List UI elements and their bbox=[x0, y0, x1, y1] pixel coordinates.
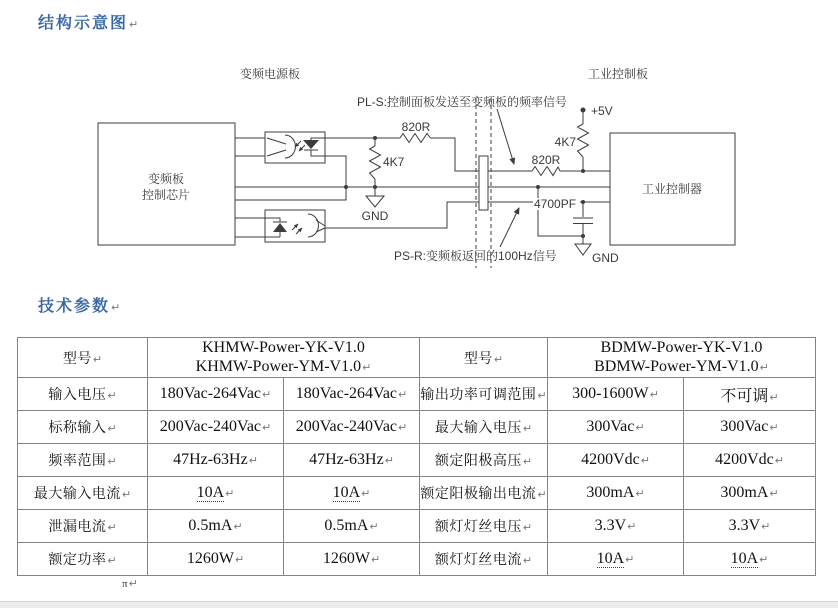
param-label-cell: 额定阳极输出电流↵ bbox=[420, 477, 548, 510]
param-label-cell: 额灯灯丝电流↵ bbox=[420, 543, 548, 576]
pl-s-note: PL-S:控制面板发送至变频板的频率信号 bbox=[357, 95, 568, 109]
resistor-820r-right-label: 820R bbox=[531, 153, 561, 167]
param-value-cell: 300Vac↵ bbox=[684, 411, 816, 444]
param-value-cell: 0.5mA↵ bbox=[284, 510, 420, 543]
param-value-cell: 10A↵ bbox=[684, 543, 816, 576]
param-value-cell: 200Vac-240Vac↵ bbox=[148, 411, 284, 444]
vcc-5v-label: +5V bbox=[591, 104, 613, 118]
ground-symbol-left bbox=[366, 196, 384, 207]
connector-symbol bbox=[479, 156, 488, 210]
param-value-cell: 1260W↵ bbox=[148, 543, 284, 576]
param-label-cell: 泄漏电流↵ bbox=[18, 510, 148, 543]
param-value-cell: 300mA↵ bbox=[548, 477, 684, 510]
param-value-cell: 0.5mA↵ bbox=[148, 510, 284, 543]
model-values-cell-right bbox=[548, 338, 816, 378]
param-value-cell: 3.3V↵ bbox=[548, 510, 684, 543]
stray-character: π↵ bbox=[122, 577, 138, 590]
table-header-row bbox=[18, 338, 816, 378]
gnd-left-label: GND bbox=[361, 209, 389, 223]
param-value-cell: 180Vac-264Vac↵ bbox=[148, 378, 284, 411]
ps-r-note: PS-R:变频板返回的100Hz信号 bbox=[394, 249, 557, 263]
param-label-cell: 标称输入↵ bbox=[18, 411, 148, 444]
param-label-cell: 额定阳极高压↵ bbox=[420, 444, 548, 477]
param-value-cell: 300Vac↵ bbox=[548, 411, 684, 444]
model-values-cell-left bbox=[148, 338, 420, 378]
resistor-820r-left-label: 820R bbox=[401, 120, 431, 134]
param-value-cell: 3.3V↵ bbox=[684, 510, 816, 543]
table-row bbox=[18, 477, 816, 510]
left-board-title: 变频电源板 bbox=[239, 67, 301, 81]
resistor-4k7-left-label: 4K7 bbox=[383, 155, 405, 169]
section-title-structure: 结构示意图↵ bbox=[38, 15, 139, 32]
industrial-controller-label: 工业控制器 bbox=[641, 182, 703, 196]
table-row bbox=[18, 378, 816, 411]
gnd-right-label: GND bbox=[592, 251, 619, 265]
param-label-cell: 最大输入电流↵ bbox=[18, 477, 148, 510]
table-row bbox=[18, 411, 816, 444]
table-row bbox=[18, 543, 816, 576]
resistor-4k7-right-label: 4K7 bbox=[554, 135, 576, 149]
param-value-cell: 47Hz-63Hz↵ bbox=[148, 444, 284, 477]
param-value-cell: 4200Vdc↵ bbox=[684, 444, 816, 477]
param-value-cell: 10A↵ bbox=[284, 477, 420, 510]
param-label-cell: 额灯灯丝电压↵ bbox=[420, 510, 548, 543]
model-line: KHMW-Power-YK-V1.0 bbox=[202, 339, 365, 356]
table-row bbox=[18, 444, 816, 477]
table-row bbox=[18, 510, 816, 543]
param-value-cell: 10A↵ bbox=[148, 477, 284, 510]
capacitor-4700pf-label: 4700PF bbox=[534, 197, 577, 211]
param-value-cell: 10A↵ bbox=[548, 543, 684, 576]
right-board-title: 工业控制板 bbox=[587, 67, 649, 81]
param-value-cell: 180Vac-264Vac↵ bbox=[284, 378, 420, 411]
param-label-cell: 额定功率↵ bbox=[18, 543, 148, 576]
inverter-chip-label-line1: 变频板 bbox=[147, 172, 185, 186]
param-label-cell: 频率范围↵ bbox=[18, 444, 148, 477]
param-label-cell: 输入电压↵ bbox=[18, 378, 148, 411]
circuit-diagram bbox=[0, 58, 838, 293]
model-line: KHMW-Power-YM-V1.0↵ bbox=[195, 358, 372, 375]
param-value-cell: 300mA↵ bbox=[684, 477, 816, 510]
param-value-cell: 不可调↵ bbox=[684, 378, 816, 411]
ground-symbol-right bbox=[575, 244, 591, 255]
section-title-parameters: 技术参数↵ bbox=[38, 298, 121, 315]
param-value-cell: 4200Vdc↵ bbox=[548, 444, 684, 477]
model-line: BDMW-Power-YM-V1.0↵ bbox=[594, 358, 769, 375]
param-label-cell: 输出功率可调范围↵ bbox=[420, 378, 548, 411]
spec-table bbox=[17, 337, 816, 576]
model-label-cell-left: 型号↵ bbox=[18, 338, 148, 378]
param-label-cell: 最大输入电压↵ bbox=[420, 411, 548, 444]
model-label-cell-right: 型号↵ bbox=[420, 338, 548, 378]
param-value-cell: 200Vac-240Vac↵ bbox=[284, 411, 420, 444]
param-value-cell: 47Hz-63Hz↵ bbox=[284, 444, 420, 477]
model-line: BDMW-Power-YK-V1.0 bbox=[600, 339, 763, 356]
param-value-cell: 300-1600W↵ bbox=[548, 378, 684, 411]
inverter-chip-label-line2: 控制芯片 bbox=[141, 188, 191, 202]
param-value-cell: 1260W↵ bbox=[284, 543, 420, 576]
